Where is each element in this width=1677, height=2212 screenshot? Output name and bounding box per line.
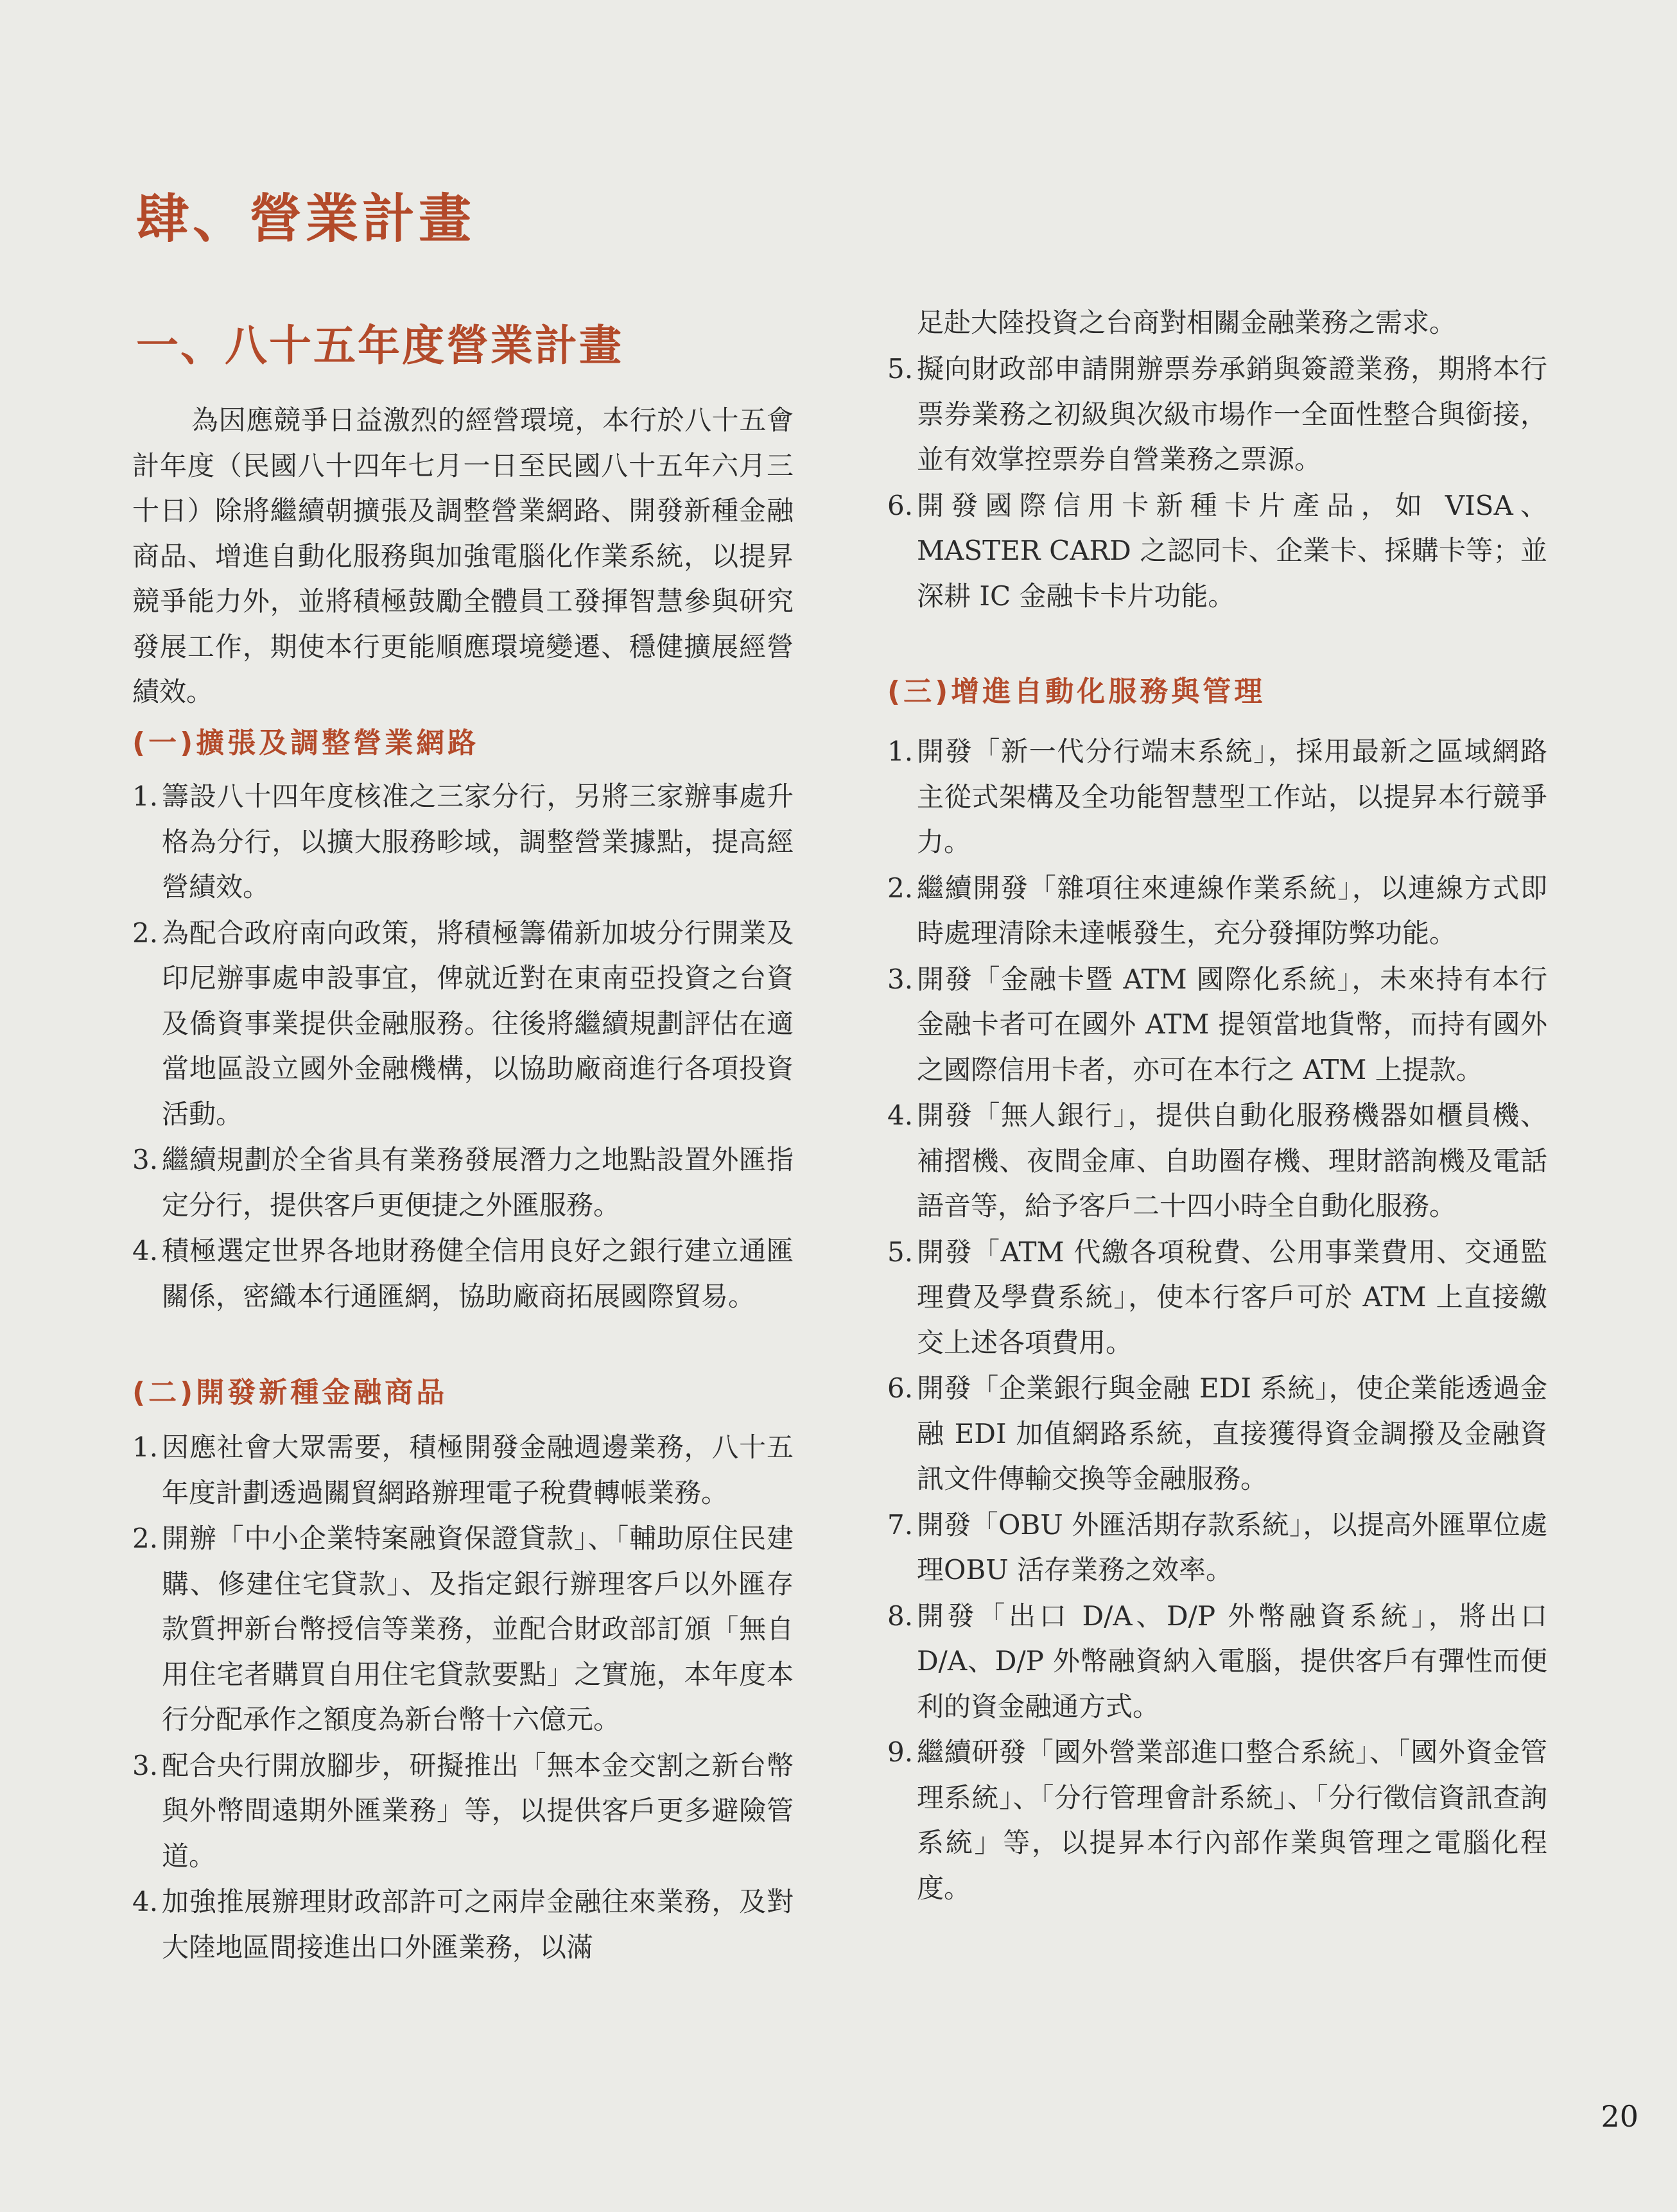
- section-2-list: [132, 1425, 794, 1971]
- list-item: 5. 開發「ATM 代繳各項稅費、公用事業費用、交通監理費及學費系統」，使本行客戶可於 ATM 上直接繳交上述各項費用。: [887, 1236, 1547, 1358]
- intro-paragraph: 為因應競爭日益激烈的經營環境，本行於八十五會計年度（民國八十四年七月一日至民國八十五年六月三十日）除將繼續朝擴張及調整營業網路、開發新種金融商品、增進自動化服務與加強電腦化作業系統，以提昇競爭能力外，並將積極鼓勵全體員工發揮智慧參與研究發展工作，期使本行更能順應環境變遷、穩健擴展經營績效。: [132, 404, 794, 707]
- list-item: 4. 開發「無人銀行」，提供自動化服務機器如櫃員機、補摺機、夜間金庫、自助圈存機、理財諮詢機及電話語音等，給予客戶二十四小時全自動化服務。: [887, 1100, 1547, 1222]
- list-item: 4. 加強推展辦理財政部許可之兩岸金融往來業務，及對大陸地區間接進出口外匯業務，以滿: [132, 1886, 794, 1963]
- page-number: 20: [1601, 2099, 1638, 2134]
- list-item: 6. 開發國際信用卡新種卡片產品，如 VISA、MASTER CARD 之認同卡、企業卡、採購卡等；並深耕 IC 金融卡卡片功能。: [887, 489, 1547, 612]
- list-item: 2. 開辦「中小企業特案融資保證貸款」、「輔助原住民建購、修建住宅貸款」、及指定銀行辦理客戶以外匯存款質押新台幣授信等業務，並配合財政部訂頒「無自用住宅者購買自用住宅貸款要點」之實施，本年度本行分配承作之額度為新台幣十六億元。: [132, 1523, 794, 1735]
- list-item: 3. 配合央行開放腳步，研擬推出「無本金交割之新台幣與外幣間遠期外匯業務」等，以提供客戶更多避險管道。: [132, 1749, 794, 1872]
- list-item: 8. 開發「出口 D/A、D/P 外幣融資系統」，將出口 D/A、D/P 外幣融資納入電腦，提供客戶有彈性而便利的資金融通方式。: [887, 1600, 1547, 1722]
- chapter-title: 肆、營業計畫: [136, 189, 476, 250]
- section-heading-3: (三)增進自動化服務與管理: [887, 675, 1266, 708]
- list-item: 1. 籌設八十四年度核准之三家分行，另將三家辦事處升格為分行，以擴大服務畛域，調整營業據點，提高經營績效。: [132, 781, 794, 903]
- section-2-list-continued: [887, 347, 1547, 619]
- section-heading-2: (二)開發新種金融商品: [132, 1376, 448, 1409]
- list-item: 1. 開發「新一代分行端末系統」，採用最新之區域網路主從式架構及全功能智慧型工作站，以提昇本行競爭力。: [887, 736, 1547, 858]
- section-1-list: [132, 774, 794, 1320]
- list-item: 2. 繼續開發「雜項往來連線作業系統」，以連線方式即時處理清除未達帳發生，充分發揮防弊功能。: [887, 872, 1547, 949]
- list-item: 3. 開發「金融卡暨 ATM 國際化系統」，未來持有本行金融卡者可在國外 ATM 提領當地貨幣，而持有國外之國際信用卡者，亦可在本行之 ATM 上提款。: [887, 963, 1547, 1085]
- list-item: 1. 因應社會大眾需要，積極開發金融週邊業務，八十五年度計劃透過關貿網路辦理電子稅費轉帳業務。: [132, 1431, 794, 1508]
- list-item: 5. 擬向財政部申請開辦票券承銷與簽證業務，期將本行票券業務之初級與次級市場作一全面性整合與銜接，並有效掌控票券自營業務之票源。: [887, 353, 1547, 475]
- section-3-list: [887, 729, 1547, 1912]
- list-item: 2. 為配合政府南向政策，將積極籌備新加坡分行開業及印尼辦事處申設事宜，俾就近對在東南亞投資之台資及僑資事業提供金融服務。往後將繼續規劃評估在適當地區設立國外金融機構，以協助廠商進行各項投資活動。: [132, 917, 794, 1130]
- section-heading-1: (一)擴張及調整營業網路: [132, 727, 480, 759]
- list-item: 4. 積極選定世界各地財務健全信用良好之銀行建立通匯關係，密織本行通匯網，協助廠商拓展國際貿易。: [132, 1235, 794, 1312]
- list-item: 7. 開發「OBU 外匯活期存款系統」，以提高外匯單位處理OBU 活存業務之效率。: [887, 1508, 1547, 1586]
- list-item: 6. 開發「企業銀行與金融 EDI 系統」，使企業能透過金融 EDI 加值網路系統，直接獲得資金調撥及金融資訊文件傳輸交換等金融服務。: [887, 1372, 1547, 1494]
- list-item: 3. 繼續規劃於全省具有業務發展潛力之地點設置外匯指定分行，提供客戶更便捷之外匯服務。: [132, 1144, 794, 1221]
- section-title: 一、八十五年度營業計畫: [136, 321, 623, 370]
- continued-text: 足赴大陸投資之台商對相關金融業務之需求。: [917, 307, 1457, 338]
- list-item: 9. 繼續研發「國外營業部進口整合系統」、「國外資金管理系統」、「分行管理會計系統」、「分行徵信資訊查詢系統」等，以提昇本行內部作業與管理之電腦化程度。: [887, 1736, 1547, 1904]
